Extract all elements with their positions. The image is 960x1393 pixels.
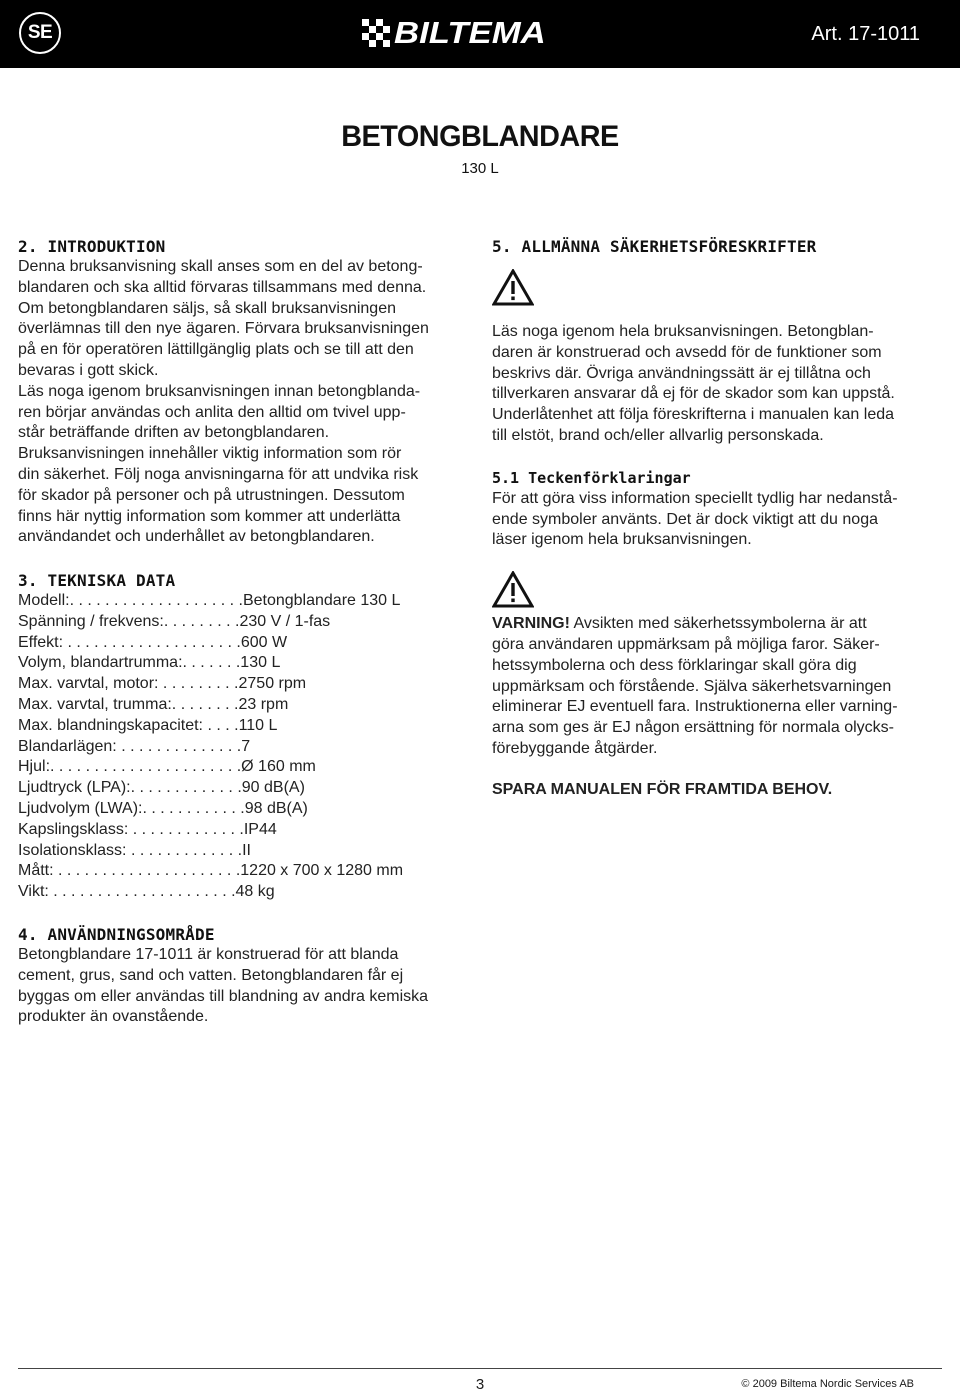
warning-first-line: [492, 614, 942, 635]
spec-row: Ljudvolym (LWA):. . . . . . . . . . . .98 dB(A): [18, 799, 308, 817]
warning-first-line-text: Avsikten med säkerhetssymbolerna är att: [569, 615, 867, 633]
text-line: daren är konstruerad och avsedd för de funktioner som: [492, 343, 882, 361]
text-line: arna som ges är EJ någon ersättning för normala olycks-: [492, 719, 894, 737]
text-line: beskrivs där. Övriga användningssätt är ej tillåtna och: [492, 364, 871, 382]
title-block: [0, 120, 960, 177]
section-technical-data: [18, 570, 473, 903]
text-line: Läs noga igenom hela bruksanvisningen. Betongblan-: [492, 323, 874, 340]
text-line: bevaras i gott skick.: [18, 361, 159, 379]
page-number: 3: [475, 1376, 485, 1393]
text-line: Underlåtenhet att följa föreskrifterna i manualen kan leda: [492, 406, 895, 424]
text-line: Bruksanvisningen innehåller viktig information som rör: [18, 445, 402, 463]
checkered-flag-icon: [362, 19, 390, 47]
subsection-heading: 5.1 Teckenförklaringar: [492, 468, 691, 487]
spec-row: Max. varvtal, trumma:. . . . . . . .23 rpm: [18, 695, 289, 713]
copyright-notice: © 2009 Biltema Nordic Services AB: [741, 1378, 914, 1390]
intro-paragraph-2: [18, 382, 473, 548]
text-line: göra användaren uppmärksam på möjliga faror. Säker-: [492, 635, 880, 653]
spec-row: Spänning / frekvens:. . . . . . . . .230 V / 1-fas: [18, 612, 331, 630]
text-line: cement, grus, sand och vatten. Betongblandaren får ej: [18, 966, 404, 984]
text-line: produkter än ovanstående.: [18, 1008, 209, 1026]
text-line: till elstöt, brand och/eller allvarlig personskada.: [492, 426, 824, 444]
text-line: blandaren och ska alltid förvaras tillsammans med denna.: [18, 278, 427, 296]
spec-row: Blandarlägen: . . . . . . . . . . . . . .7: [18, 737, 251, 755]
section-usage: [18, 924, 473, 1028]
section-heading: 5. ALLMÄNNA SÄKERHETSFÖRESKRIFTER: [492, 237, 817, 256]
text-line: på en för operatören lättillgänglig plats och se till att den: [18, 341, 414, 359]
spec-row: Max. varvtal, motor: . . . . . . . . .2750 rpm: [18, 675, 307, 693]
text-line: Denna bruksanvisning skall anses som en del av betong-: [18, 258, 423, 275]
warning-triangle-icon: [492, 269, 534, 306]
brand-logo: [362, 16, 602, 50]
section-safety: [492, 236, 942, 801]
brand-name: BILTEMA: [394, 15, 546, 50]
text-line: ren börjar användas och anlita den alltid om tvivel upp-: [18, 403, 406, 421]
section-heading: 3. TEKNISKA DATA: [18, 571, 176, 590]
spec-row: Modell:. . . . . . . . . . . . . . . . . . . .Betongblandare 130 L: [18, 592, 401, 609]
spec-list: [18, 591, 473, 903]
section-heading: 4. ANVÄNDNINGSOMRÅDE: [18, 925, 215, 944]
spec-row: Kapslingsklass: . . . . . . . . . . . . .IP44: [18, 820, 277, 838]
text-line: Om betongblandaren säljs, så skall bruksanvisningen: [18, 299, 396, 317]
spec-row: Max. blandningskapacitet: . . . .110 L: [18, 716, 278, 734]
footer-divider: [18, 1368, 942, 1369]
spec-row: Isolationsklass: . . . . . . . . . . . . .II: [18, 841, 251, 859]
text-line: byggas om eller användas till blandning av andra kemiska: [18, 987, 429, 1005]
text-line: För att göra viss information speciellt tydlig har nedanstå-: [492, 489, 898, 507]
text-line: överlämnas till den nye ägaren. Förvara bruksanvisningen: [18, 320, 429, 338]
text-line: finns här nyttig information som kommer att underlätta: [18, 507, 401, 525]
header-bar: [0, 0, 960, 68]
warning-label: VARNING!: [492, 615, 570, 633]
text-line: står beträffande driften av betongblandaren.: [18, 424, 330, 442]
text-line: för skador på personer och på utrustningen. Dessutom: [18, 486, 405, 504]
document-title: BETONGBLANDARE: [341, 120, 619, 153]
spec-row: Ljudtryck (LPA):. . . . . . . . . . . . .90 dB(A): [18, 779, 305, 797]
section-heading: 2. INTRODUKTION: [18, 237, 166, 256]
text-line: eliminerar EJ eventuell fara. Instruktionerna eller varning-: [492, 698, 898, 716]
text-line: tillverkaren ansvarar då ej för de skador som kan uppstå.: [492, 385, 895, 403]
spec-row: Volym, blandartrumma:. . . . . . .130 L: [18, 654, 281, 672]
section-introduction: [18, 236, 473, 548]
text-line: Betongblandare 17-1011 är konstruerad för att blanda: [18, 946, 399, 963]
text-line: förebyggande åtgärder.: [492, 739, 658, 757]
spec-row: Hjul:. . . . . . . . . . . . . . . . . . . . . .Ø 160 mm: [18, 758, 316, 776]
text-line: hetssymbolerna och dess förklaringar skall göra dig: [492, 656, 857, 674]
language-badge: SE: [19, 12, 61, 54]
text-line: Läs noga igenom bruksanvisningen innan betongblanda-: [18, 382, 421, 400]
spec-row: Mått: . . . . . . . . . . . . . . . . . . . . .1220 x 700 x 1280 mm: [18, 862, 404, 880]
text-line: uppmärksam och förstående. Själva säkerhetsvarningen: [492, 677, 892, 695]
warning-triangle-icon: [492, 571, 534, 608]
text-line: användandet och underhållet av betongblandaren.: [18, 528, 375, 546]
spec-row: Effekt: . . . . . . . . . . . . . . . . . . . .600 W: [18, 633, 288, 651]
document-subtitle: 130 L: [461, 160, 499, 177]
text-line: ende symboler använts. Det är dock viktigt att du noga: [492, 510, 878, 528]
save-manual-notice: SPARA MANUALEN FÖR FRAMTIDA BEHOV.: [492, 780, 833, 798]
intro-paragraph-1: [18, 257, 473, 382]
spec-row: Vikt: . . . . . . . . . . . . . . . . . . . . .48 kg: [18, 883, 275, 901]
text-line: läser igenom hela bruksanvisningen.: [492, 531, 752, 549]
text-line: din säkerhet. Följ noga anvisningarna för att undvika risk: [18, 465, 419, 483]
article-number: Art. 17-1011: [811, 23, 920, 45]
